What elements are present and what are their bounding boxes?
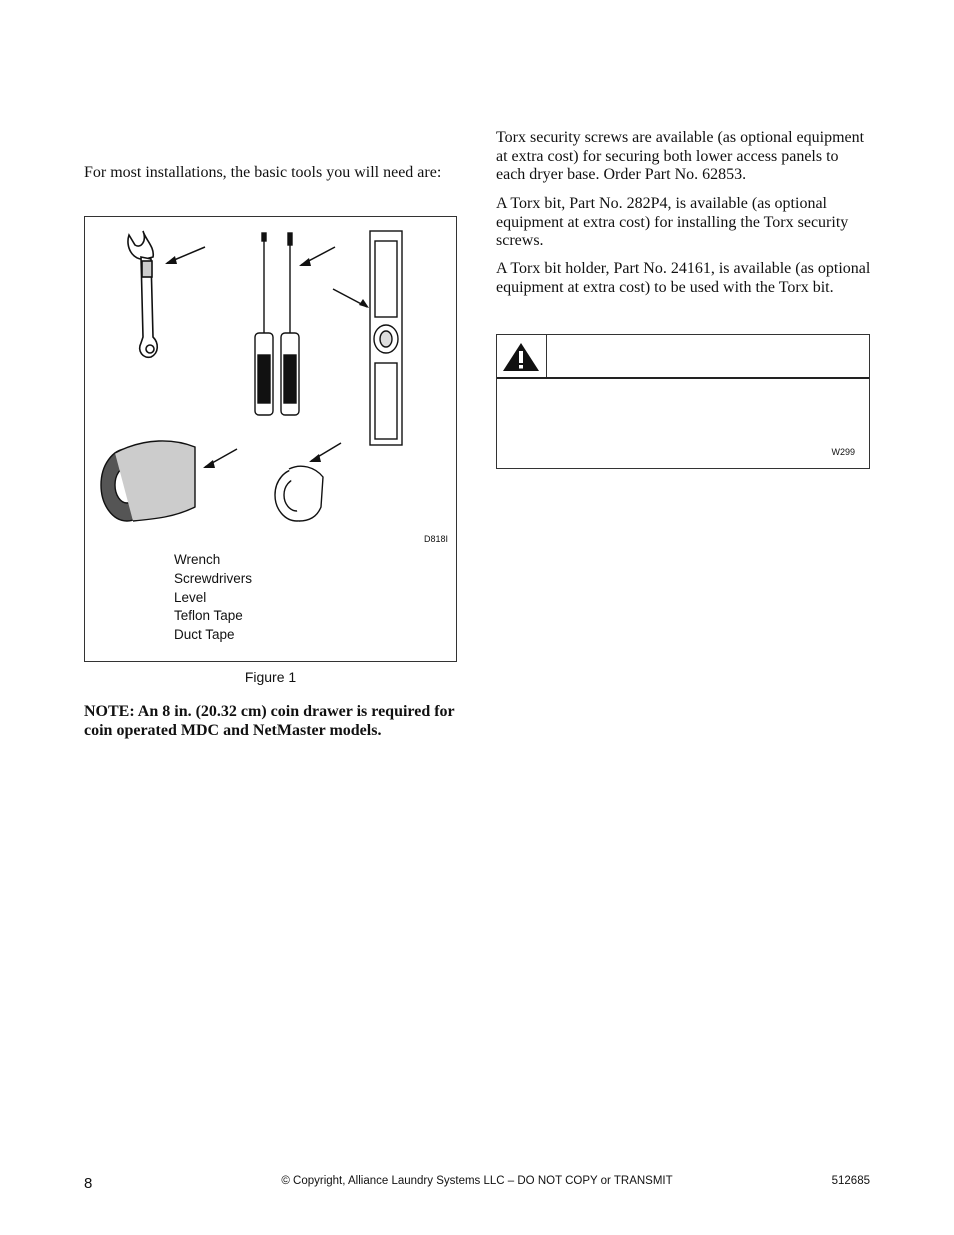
document-number: 512685 — [831, 1175, 870, 1187]
coin-drawer-note: NOTE: An 8 in. (20.32 cm) coin drawer is required for coin operated MDC and NetMaster models. — [84, 703, 455, 739]
page-number: 8 — [84, 1175, 93, 1192]
level-arrowhead — [359, 299, 369, 308]
duct-tape-icon — [101, 441, 195, 521]
torx-bit-paragraph: A Torx bit, Part No. 282P4, is available (as optional equipment at extra cost) for installing the Torx security screws. — [496, 195, 849, 249]
tools-legend — [174, 551, 252, 645]
teflon-tape-arrowhead — [309, 454, 321, 462]
legend-item-teflon-tape: Teflon Tape — [174, 608, 243, 624]
intro-text: For most installations, the basic tools you will need are: — [84, 164, 442, 181]
figure-code: D818I — [423, 534, 448, 544]
figure-caption: Figure 1 — [244, 669, 297, 685]
wrench-icon — [128, 231, 157, 357]
torx-screws-paragraph: Torx security screws are available (as optional equipment at extra cost) for securing both lower access panels to each dryer base. Order Part No. 62853. — [496, 129, 865, 183]
warning-code: W299 — [831, 447, 855, 457]
wrench-arrowhead — [165, 256, 177, 264]
duct-tape-arrowhead — [203, 460, 215, 468]
level-icon — [370, 231, 402, 445]
legend-item-level: Level — [174, 589, 207, 605]
warning-triangle-icon — [501, 341, 541, 373]
tools-figure — [84, 216, 457, 662]
warning-box — [496, 334, 870, 469]
legend-item-wrench: Wrench — [174, 552, 221, 567]
teflon-tape-icon — [275, 466, 323, 521]
tools-illustration — [85, 217, 456, 661]
screwdriver-icon — [255, 233, 299, 415]
copyright-notice: © Copyright, Alliance Laundry Systems LLC – DO NOT COPY or TRANSMIT — [281, 1175, 673, 1187]
legend-item-screwdrivers: Screwdrivers — [174, 570, 253, 586]
screwdriver-arrowhead — [299, 258, 311, 266]
warning-header — [497, 335, 869, 379]
warning-icon-cell — [497, 335, 547, 377]
legend-item-duct-tape: Duct Tape — [174, 627, 235, 643]
torx-bit-holder-paragraph: A Torx bit holder, Part No. 24161, is available (as optional equipment at extra cost) to be used with the Torx bit. — [496, 260, 871, 296]
